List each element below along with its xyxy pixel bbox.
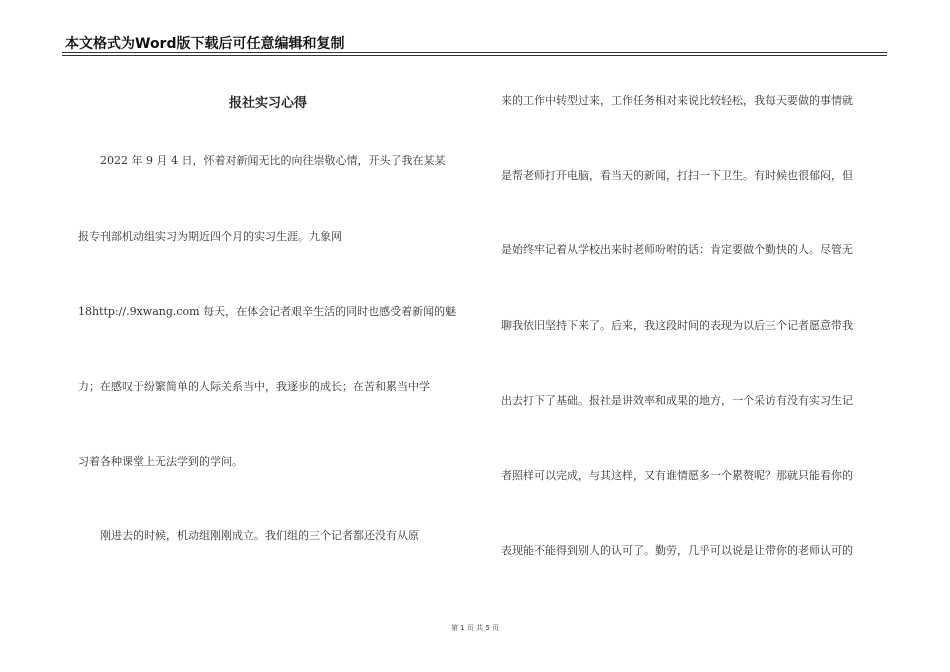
left-line-6: 刚进去的时候，机动组刚刚成立。我们组的三个记者都还没有从原 — [100, 529, 419, 542]
left-line-5: 习着各种课堂上无法学到的学问。 — [78, 455, 243, 468]
right-line-7: 表现能不能得到别人的认可了。勤劳，几乎可以说是让带你的老师认可的 — [501, 544, 853, 557]
document-title: 报社实习心得 — [228, 96, 307, 111]
left-line-1: 2022 年 9 月 4 日，怀着对新闻无比的向往崇敬心情，开头了我在某某 — [100, 154, 446, 167]
right-line-6: 者照样可以完成，与其这样，又有谁情愿多一个累赘呢？那就只能看你的 — [501, 469, 853, 482]
right-line-5: 出去打下了基础。报社是讲效率和成果的地方，一个采访有没有实习生记 — [501, 394, 853, 407]
banner-divider-bottom — [62, 55, 887, 56]
banner-divider-top — [62, 52, 887, 53]
left-line-4: 力；在感叹于纷繁简单的人际关系当中，我逐步的成长；在苦和累当中学 — [78, 380, 430, 393]
right-line-1: 来的工作中转型过来，工作任务相对来说比较轻松，我每天要做的事情就 — [501, 94, 853, 107]
page-indicator: 第 1 页 共 5 页 — [450, 624, 500, 632]
right-line-3: 是始终牢记着从学校出来时老师吩咐的话：肯定要做个勤快的人。尽管无 — [501, 243, 853, 256]
left-line-3: 18http://.9xwang.com 每天，在体会记者艰辛生活的同时也感受着新闻的魅 — [78, 305, 457, 318]
left-line-2: 报专刊部机动组实习为期近四个月的实习生涯。九象网 — [78, 230, 342, 243]
document-banner: 本文格式为Word版下载后可任意编辑和复制 — [65, 36, 345, 52]
right-line-2: 是帮老师打开电脑，看当天的新闻，打扫一下卫生。有时候也很郁闷，但 — [501, 169, 853, 182]
right-line-4: 聊我依旧坚持下来了。后来，我这段时间的表现为以后三个记者愿意带我 — [501, 319, 853, 332]
